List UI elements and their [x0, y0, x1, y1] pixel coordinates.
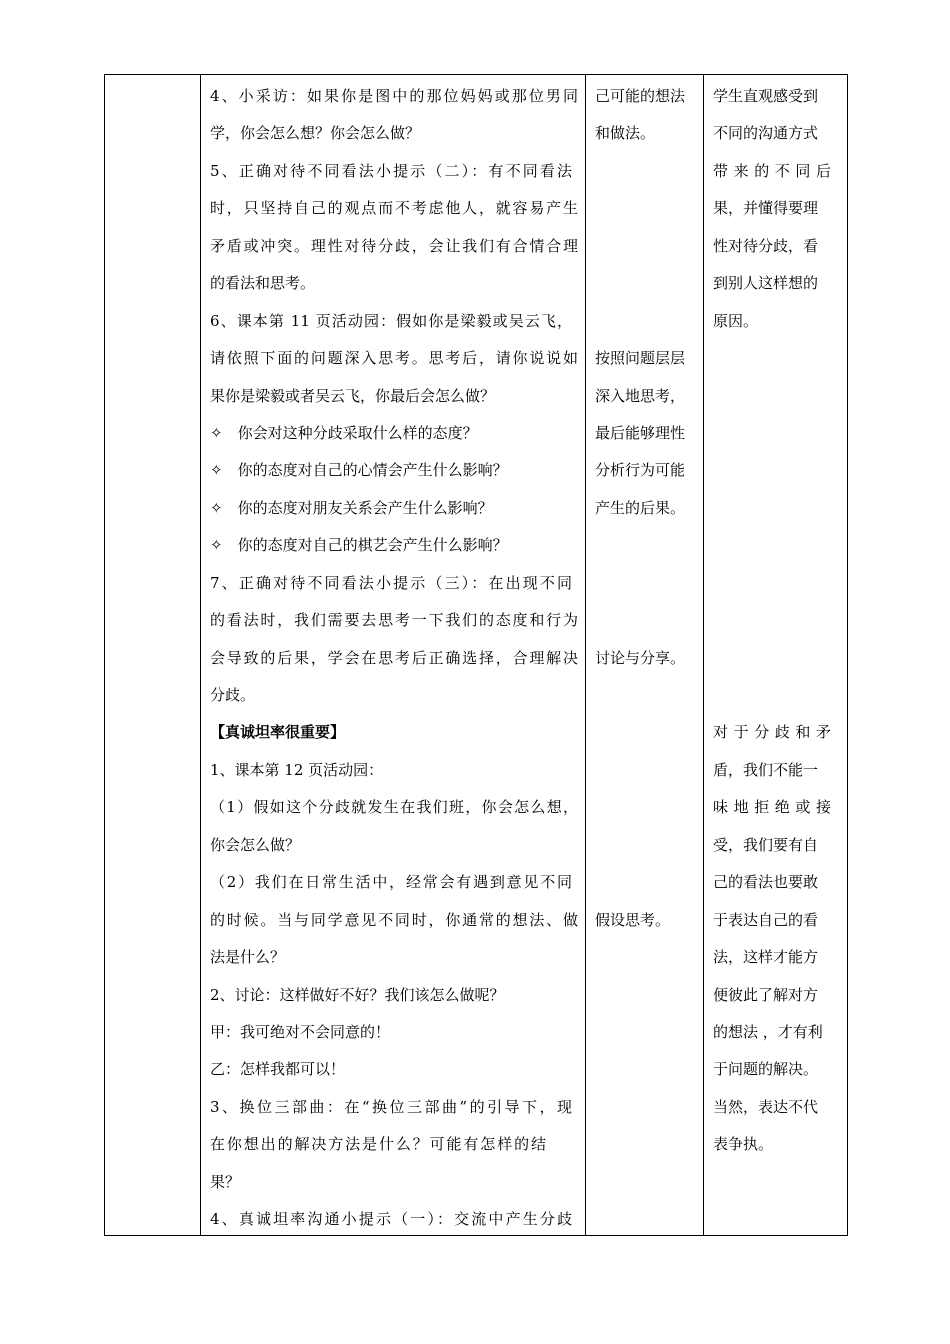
text-line: 深入地思考，: [595, 387, 686, 405]
text-line: 性对待分歧，看: [713, 237, 819, 255]
text-line: 到别人这样想的: [713, 274, 819, 292]
text-line: 己的看法也要敢: [713, 873, 819, 891]
text-line: 果你是梁毅或者吴云飞，你最后会怎么做？: [210, 387, 496, 405]
text-line: 最后能够理性: [595, 424, 686, 442]
text-line: 果，并懂得要理: [713, 199, 819, 217]
text-line: 的想法 ，才有利: [713, 1023, 823, 1041]
column-divider: [703, 75, 704, 1235]
text-line: 时，只坚持自己的观点而不考虑他人，就容易产生: [210, 199, 578, 217]
text-line: 盾，我们不能一: [713, 761, 819, 779]
text-line: 3、换位三部曲：在“换位三部曲”的引导下，现: [210, 1098, 572, 1116]
text-line: 产生的后果。: [595, 499, 686, 517]
text-line: 1、课本第 12 页活动园：: [210, 761, 384, 779]
text-line: 甲：我可绝对不会同意的！: [210, 1023, 391, 1041]
text-line: 在你想出的解决方法是什么？可能有怎样的结: [210, 1135, 546, 1153]
text-line: 按照问题层层: [595, 349, 686, 367]
text-line: 乙：怎样我都可以！: [210, 1060, 346, 1078]
text-line: 对于分歧和矛: [713, 723, 831, 741]
text-line: 请依照下面的问题深入思考。思考后，请你说说如: [210, 349, 578, 367]
text-line: 学，你会怎么想？你会怎么做？: [210, 124, 421, 142]
text-line: （2）我们在日常生活中，经常会有遇到意见不同: [210, 873, 572, 891]
text-line: 于表达自己的看: [713, 911, 819, 929]
text-line: 分析行为可能: [595, 461, 686, 479]
text-line: 己可能的想法: [595, 87, 686, 105]
column-divider: [585, 75, 586, 1235]
text-line: 原因。: [713, 312, 759, 330]
column-divider: [200, 75, 201, 1235]
text-line: 会导致的后果，学会在思考后正确选择，合理解决: [210, 649, 578, 667]
text-line: 矛盾或冲突。理性对待分歧，会让我们有合情合理: [210, 237, 578, 255]
text-line: 7、正确对待不同看法小提示（三）：在出现不同: [210, 574, 572, 592]
text-line: 不同的沟通方式: [713, 124, 819, 142]
text-line: 味地拒绝或接: [713, 798, 831, 816]
text-line: 你会怎么做？: [210, 836, 301, 854]
text-line: 的看法时，我们需要去思考一下我们的态度和行为: [210, 611, 578, 629]
text-line: （1）假如这个分歧就发生在我们班，你会怎么想，: [210, 798, 578, 816]
text-line: 于问题的解决。: [713, 1060, 819, 1078]
text-line: 的看法和思考。: [210, 274, 316, 292]
text-line: 法，这样才能方: [713, 948, 819, 966]
text-line: 果？: [210, 1173, 241, 1191]
text-line: 6、课本第 11 页活动园：假如你是梁毅或吴云飞，: [210, 312, 572, 330]
text-line: 5、正确对待不同看法小提示（二）：有不同看法: [210, 162, 572, 180]
bullet-question: ✧ 你的态度对朋友关系会产生什么影响？: [210, 499, 493, 517]
text-line: 表争执。: [713, 1135, 774, 1153]
lesson-plan-table: [104, 74, 848, 1236]
text-line: 法是什么？: [210, 948, 286, 966]
text-line: 2、讨论：这样做好不好？我们该怎么做呢？: [210, 986, 505, 1004]
text-line: 受，我们要有自: [713, 836, 819, 854]
text-line: 4、真诚坦率沟通小提示（一）：交流中产生分歧: [210, 1210, 572, 1228]
section-heading: 【真诚坦率很重要】: [210, 723, 346, 741]
bullet-question: ✧ 你会对这种分歧采取什么样的态度？: [210, 424, 478, 442]
text-line: 学生直观感受到: [713, 87, 819, 105]
text-line: 假设思考。: [595, 911, 671, 929]
text-line: 的时候。当与同学意见不同时，你通常的想法、做: [210, 911, 578, 929]
text-line: 讨论与分享。: [595, 649, 686, 667]
text-line: 分歧。: [210, 686, 256, 704]
text-line: 4、小采访：如果你是图中的那位妈妈或那位男同: [210, 87, 578, 105]
bullet-question: ✧ 你的态度对自己的心情会产生什么影响？: [210, 461, 508, 479]
text-line: 当然，表达不代: [713, 1098, 819, 1116]
bullet-question: ✧ 你的态度对自己的棋艺会产生什么影响？: [210, 536, 508, 554]
text-line: 带来的不同后: [713, 162, 831, 180]
text-line: 和做法。: [595, 124, 656, 142]
text-line: 便彼此了解对方: [713, 986, 819, 1004]
